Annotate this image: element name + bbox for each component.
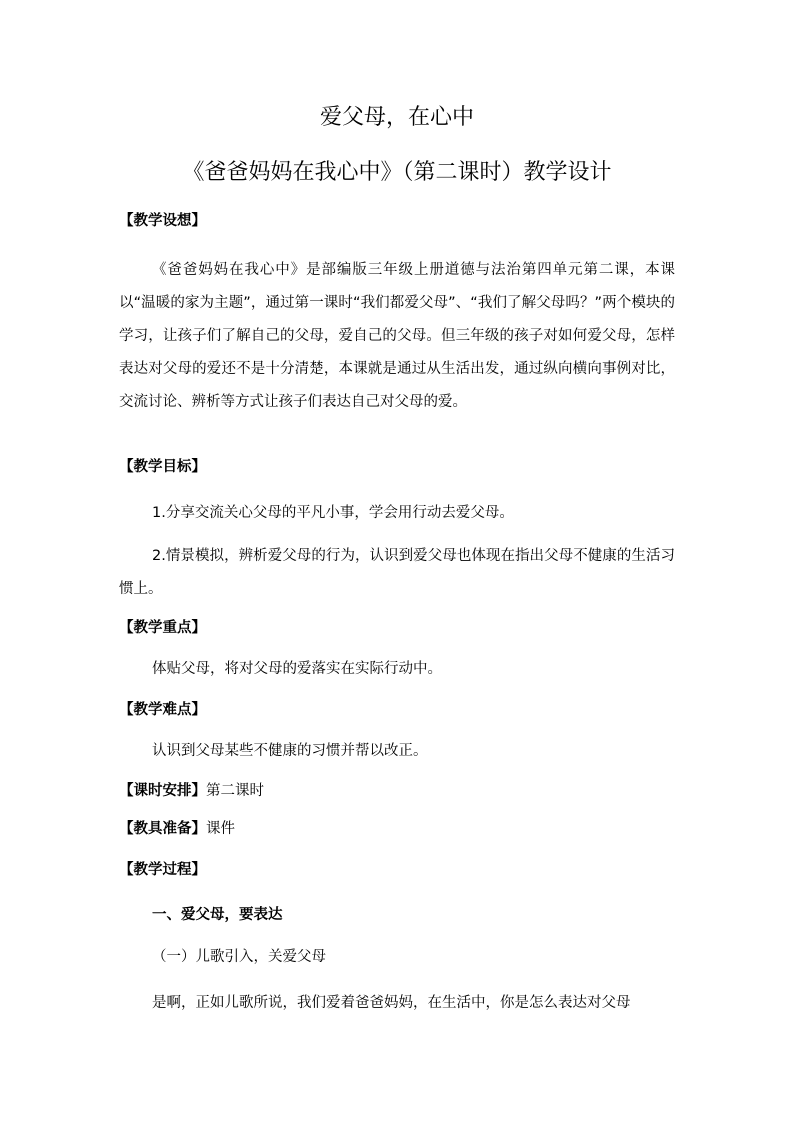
design-paragraph: 《爸爸妈妈在我心中》是部编版三年级上册道德与法治第四单元第二课，本课以“温暖的家为主题”，通过第一课时“我们都爱父母”、“我们了解父母吗？”两个模块的学习，让孩子们了解自己的父母，爱自己的父母。但三年级的孩子对如何爱父母，怎样表达对父母的爱还不是十分清楚，本课就是通过从生活出发，通过纵向横向事例对比，交流讨论、辨析等方式让孩子们表达自己对父母的爱。 — [119, 262, 675, 410]
process-body-line: 是啊，正如儿歌所说，我们爱着爸爸妈妈，在生活中，你是怎么表达对父母 — [152, 995, 631, 1011]
section-heading-goals: 【教学目标】 — [119, 459, 206, 475]
goal-item-2: 2.情景模拟，辨析爱父母的行为，认识到爱父母也体现在指出父母不健康的生活习惯上。 — [119, 548, 675, 597]
section-heading-design: 【教学设想】 — [119, 213, 206, 229]
document-subtitle: 《爸爸妈妈在我心中》（第二课时）教学设计 — [182, 160, 612, 185]
key-points-text: 体贴父母，将对父母的爱落实在实际行动中。 — [152, 661, 442, 677]
schedule-line — [119, 781, 679, 801]
goal-item-1: 1.分享交流关心父母的平凡小事，学会用行动去爱父母。 — [152, 505, 514, 521]
process-step-1-sub: （一）儿歌引入，关爱父母 — [152, 949, 326, 965]
process-step-1: 一、爱父母，要表达 — [152, 907, 283, 923]
section-heading-process: 【教学过程】 — [119, 862, 206, 878]
materials-text: 课件 — [206, 821, 235, 837]
section-heading-key-points: 【教学重点】 — [119, 620, 206, 636]
section-heading-schedule: 【课时安排】 — [119, 783, 206, 799]
section-heading-materials: 【教具准备】 — [119, 821, 206, 837]
section-heading-difficulty: 【教学难点】 — [119, 702, 206, 718]
document-title: 爱父母，在心中 — [319, 105, 474, 130]
schedule-text: 第二课时 — [206, 783, 264, 799]
difficulty-text: 认识到父母某些不健康的习惯并帮以改正。 — [152, 743, 428, 759]
materials-line — [119, 819, 679, 839]
